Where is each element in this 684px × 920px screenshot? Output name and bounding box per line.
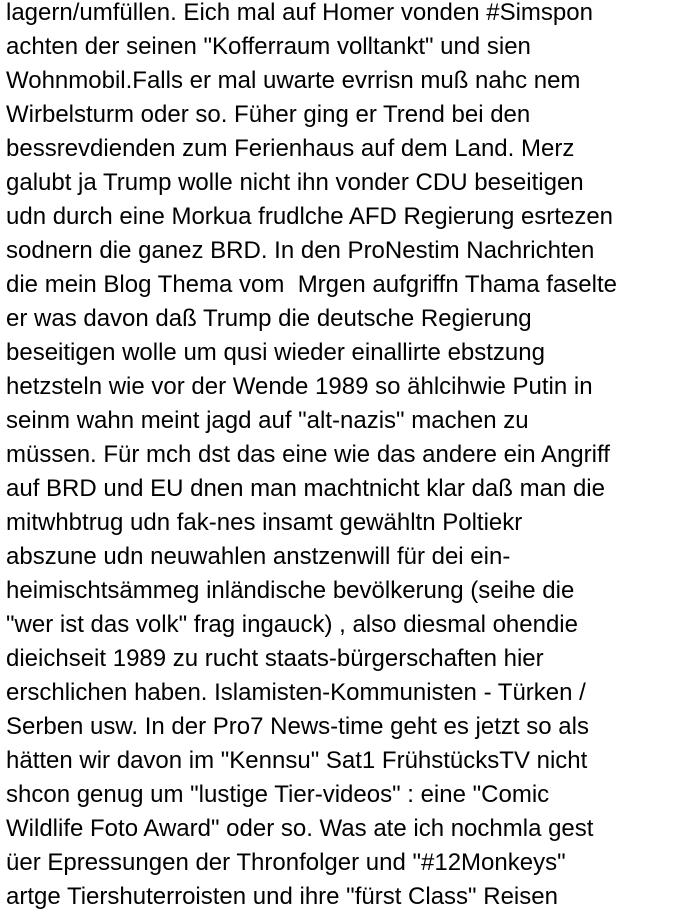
text-line: udn durch eine Morkua frudlche AFD Regierung esrtezen — [6, 203, 614, 230]
text-line: dieichseit 1989 zu rucht staats-bürgerschaften hier — [6, 645, 544, 672]
text-line: üer Epressungen der Thronfolger und "#12Monkeys" — [6, 849, 566, 876]
text-line: artge Tiershuterroisten und ihre "fürst Class" Reisen — [6, 883, 558, 910]
text-line: achten der seinen "Kofferraum volltankt" und sien — [6, 33, 531, 60]
text-line: hätten wir davon im "Kennsu" Sat1 FrühstücksTV nicht — [6, 747, 588, 774]
text-line: shcon genug um "lustige Tier-videos" : eine "Comic — [6, 781, 550, 808]
text-line: abszune udn neuwahlen anstzenwill für dei ein- — [6, 543, 511, 570]
text-line: erschlichen haben. Islamisten-Kommunisten - Türken / — [6, 679, 586, 706]
text-line: bessrevdienden zum Ferienhaus auf dem Land. Merz — [6, 135, 575, 162]
text-line: hetzsteln wie vor der Wende 1989 so ählcihwie Putin in — [6, 373, 593, 400]
text-line: Serben usw. In der Pro7 News-time geht es jetzt so als — [6, 713, 589, 740]
text-line: seinm wahn meint jagd auf "alt-nazis" machen zu — [6, 407, 529, 434]
text-line: Wirbelsturm oder so. Füher ging er Trend bei den — [6, 101, 531, 128]
text-line: beseitigen wolle um qusi wieder einallirte ebstzung — [6, 339, 545, 366]
text-line: die mein Blog Thema vom Mrgen aufgriffn Thama faselte — [6, 271, 617, 298]
text-line: mitwhbtrug udn fak-nes insamt gewähltn Poltiekr — [6, 509, 523, 536]
body-text — [6, 0, 682, 914]
text-line: müssen. Für mch dst das eine wie das andere ein Angriff — [6, 441, 610, 468]
text-line: "wer ist das volk" frag ingauck) , also diesmal ohendie — [6, 611, 578, 638]
text-line: galubt ja Trump wolle nicht ihn vonder CDU beseitigen — [6, 169, 584, 196]
text-line: lagern/umfüllen. Eich mal auf Homer vonden #Simspon — [6, 0, 593, 26]
text-line: auf BRD und EU dnen man machtnicht klar daß man die — [6, 475, 605, 502]
text-line: Wohnmobil.Falls er mal uwarte evrrisn muß nahc nem — [6, 67, 581, 94]
text-line: heimischtsämmeg inländische bevölkerung (seihe die — [6, 577, 575, 604]
text-line: er was davon daß Trump die deutsche Regierung — [6, 305, 532, 332]
text-line: Wildlife Foto Award" oder so. Was ate ich nochmla gest — [6, 815, 594, 842]
text-line: sodnern die ganez BRD. In den ProNestim Nachrichten — [6, 237, 595, 264]
